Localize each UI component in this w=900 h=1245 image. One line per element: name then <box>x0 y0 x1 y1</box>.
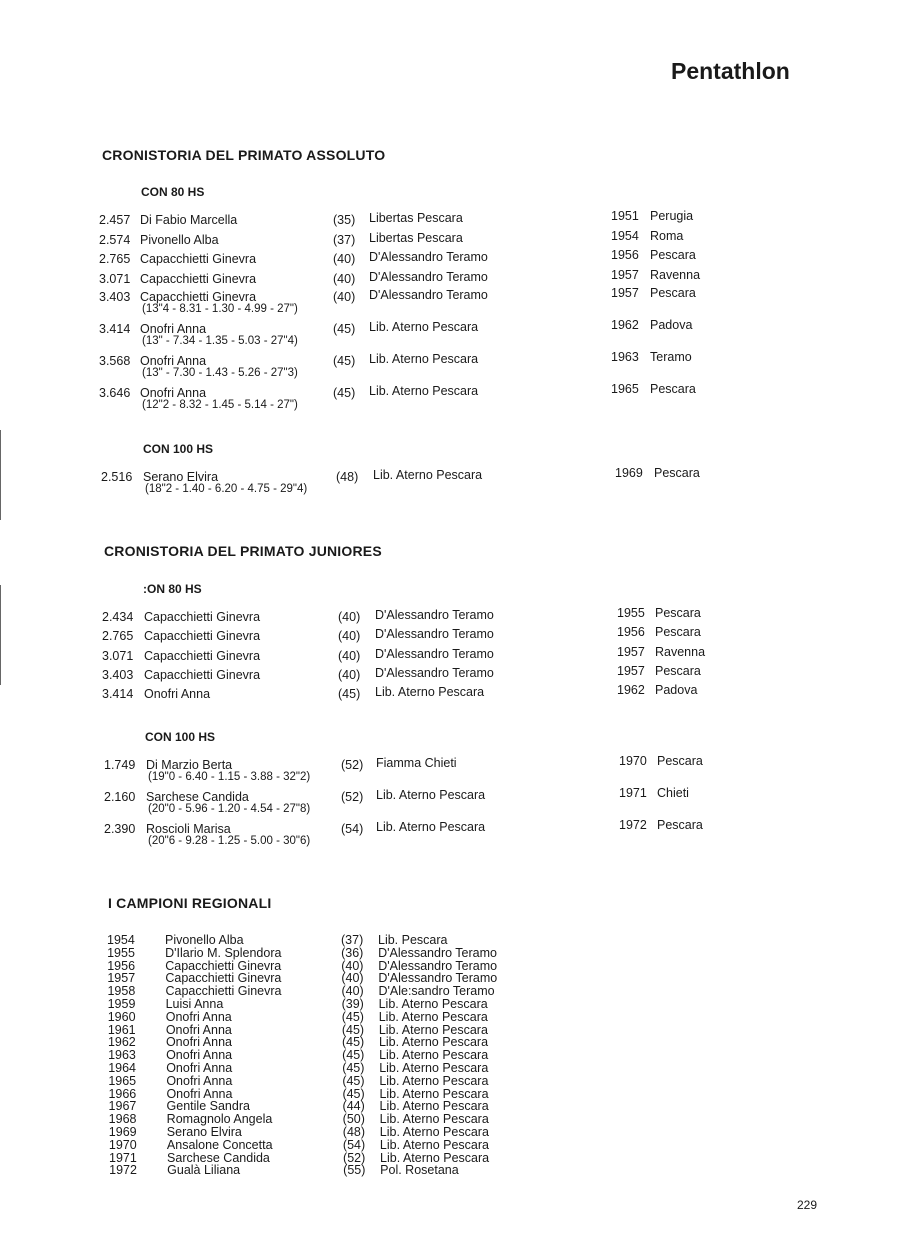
champion-club: Pol. Rosetana <box>380 1163 459 1178</box>
champion-year: 1956 <box>107 958 136 973</box>
champion-year: 1970 <box>108 1137 137 1152</box>
record-year: 1955 <box>617 606 645 620</box>
record-birth-year: (45) <box>333 386 356 400</box>
record-splits: (13" - 7.34 - 1.35 - 5.03 - 27"4) <box>142 335 298 347</box>
champion-name: Luisi Anna <box>165 997 224 1011</box>
champion-birth-year: (52) <box>343 1150 366 1165</box>
champion-name: Serano Elvira <box>166 1125 242 1139</box>
record-splits: (18"2 - 1.40 - 6.20 - 4.75 - 29"4) <box>145 483 308 495</box>
record-birth-year: (40) <box>338 649 361 663</box>
record-place: Padova <box>650 318 693 332</box>
champion-name: Capacchietti Ginevra <box>165 958 282 973</box>
champion-year: 1960 <box>107 1009 136 1024</box>
champion-name: D'Ilario M. Splendora <box>165 945 282 960</box>
record-birth-year: (40) <box>333 252 356 266</box>
record-birth-year: (40) <box>333 272 356 286</box>
record-birth-year: (45) <box>333 322 356 336</box>
record-points: 3.071 <box>99 272 131 286</box>
record-place: Perugia <box>650 209 694 223</box>
champion-year: 1972 <box>109 1163 137 1178</box>
champion-birth-year: (55) <box>343 1163 366 1178</box>
record-place: Pescara <box>650 248 696 262</box>
champion-club: Lib. Aterno Pescara <box>379 1099 489 1114</box>
champion-year: 1971 <box>109 1150 137 1165</box>
record-splits: (19"0 - 6.40 - 1.15 - 3.88 - 32"2) <box>148 771 311 783</box>
record-athlete-name: Onofri Anna <box>140 354 207 368</box>
group-label-assoluto-80: CON 80 HS <box>141 185 205 199</box>
champion-club: Lib. Aterno Pescara <box>378 1035 489 1050</box>
record-birth-year: (54) <box>341 822 364 836</box>
scan-edge-line <box>0 430 1 520</box>
record-year: 1962 <box>617 683 645 697</box>
record-club: Lib. Aterno Pescara <box>369 352 479 366</box>
record-birth-year: (40) <box>333 290 356 304</box>
record-place: Pescara <box>650 382 696 396</box>
champion-year: 1962 <box>107 1035 136 1050</box>
champion-birth-year: (54) <box>342 1137 366 1152</box>
record-points: 2.160 <box>104 790 136 804</box>
champion-club: D'Alessandro Teramo <box>378 958 498 973</box>
champion-club: D'Ale:sandro Teramo <box>378 984 495 999</box>
record-athlete-name: Capacchietti Ginevra <box>144 649 261 663</box>
champion-year: 1957 <box>107 971 136 986</box>
champion-club: Lib. Aterno Pescara <box>378 1009 488 1024</box>
record-club: Lib. Aterno Pescara <box>369 384 479 398</box>
record-year: 1972 <box>619 818 647 832</box>
champion-club: Lib. Aterno Pescara <box>379 1061 489 1075</box>
record-place: Pescara <box>655 606 701 620</box>
record-year: 1971 <box>619 786 647 800</box>
record-year: 1951 <box>611 209 639 223</box>
record-athlete-name: Capacchietti Ginevra <box>140 252 257 266</box>
record-athlete-name: Pivonello Alba <box>140 233 219 247</box>
record-points: 2.390 <box>104 822 136 836</box>
record-birth-year: (40) <box>338 610 361 624</box>
champion-name: Onofri Anna <box>165 1022 232 1037</box>
champion-name: Onofri Anna <box>166 1086 233 1101</box>
record-place: Pescara <box>657 754 703 768</box>
record-splits: (20"6 - 9.28 - 1.25 - 5.00 - 30"6) <box>148 835 311 847</box>
section-heading-juniores: CRONISTORIA DEL PRIMATO JUNIORES <box>104 543 382 559</box>
record-club: D'Alessandro Teramo <box>369 288 488 302</box>
champion-birth-year: (37) <box>341 933 364 947</box>
record-athlete-name: Di Fabio Marcella <box>140 213 238 227</box>
champion-name: Gualà Liliana <box>167 1163 241 1178</box>
record-birth-year: (45) <box>338 687 361 701</box>
record-place: Pescara <box>650 286 696 300</box>
section-heading-campioni: I CAMPIONI REGIONALI <box>108 895 272 911</box>
record-points: 2.434 <box>102 610 134 624</box>
champion-name: Romagnolo Angela <box>166 1112 273 1127</box>
record-club: D'Alessandro Teramo <box>369 250 488 264</box>
champion-birth-year: (45) <box>341 1009 364 1024</box>
champion-year: 1966 <box>108 1086 137 1101</box>
champion-name: Sarchese Candida <box>167 1150 270 1165</box>
champion-year: 1963 <box>108 1048 136 1063</box>
champion-name: Pivonello Alba <box>165 933 244 947</box>
record-athlete-name: Onofri Anna <box>140 386 207 400</box>
champion-name: Capacchietti Ginevra <box>165 971 282 986</box>
record-place: Pescara <box>655 664 701 678</box>
record-athlete-name: Serano Elvira <box>143 470 219 484</box>
record-club: D'Alessandro Teramo <box>369 270 488 284</box>
record-points: 2.765 <box>102 629 134 643</box>
champion-birth-year: (50) <box>342 1112 365 1127</box>
champion-year: 1954 <box>107 933 135 947</box>
champion-name: Onofri Anna <box>165 1009 232 1024</box>
champion-name: Ansalone Concetta <box>166 1137 273 1152</box>
record-athlete-name: Onofri Anna <box>144 687 211 701</box>
champion-name: Gentile Sandra <box>166 1099 250 1114</box>
champion-birth-year: (48) <box>342 1125 366 1139</box>
champion-club: Lib. Aterno Pescara <box>379 1048 489 1063</box>
record-points: 2.516 <box>101 470 133 484</box>
record-splits: (13"4 - 8.31 - 1.30 - 4.99 - 27") <box>142 303 298 315</box>
record-place: Pescara <box>657 818 703 832</box>
record-place: Padova <box>655 683 698 697</box>
champion-year: 1968 <box>108 1112 137 1127</box>
record-place: Pescara <box>655 625 701 639</box>
champion-club: Lib. Aterno Pescara <box>380 1150 490 1165</box>
record-place: Teramo <box>650 350 692 364</box>
record-place: Pescara <box>654 466 700 480</box>
record-athlete-name: Capacchietti Ginevra <box>144 610 261 624</box>
scan-edge-line <box>0 585 1 685</box>
champion-birth-year: (45) <box>341 1035 365 1050</box>
record-points: 3.568 <box>99 354 131 368</box>
champion-birth-year: (45) <box>342 1086 365 1101</box>
record-year: 1957 <box>611 286 639 300</box>
group-label-assoluto-100: CON 100 HS <box>143 442 214 456</box>
champion-birth-year: (44) <box>342 1099 365 1114</box>
group-label-juniores-80: :ON 80 HS <box>143 582 202 596</box>
record-birth-year: (48) <box>336 470 359 484</box>
record-points: 3.414 <box>102 687 134 701</box>
record-club: Libertas Pescara <box>369 211 463 225</box>
champion-birth-year: (39) <box>341 997 364 1011</box>
record-club: D'Alessandro Teramo <box>375 608 494 622</box>
champion-club: Lib. Aterno Pescara <box>379 1086 489 1101</box>
record-birth-year: (52) <box>341 790 364 804</box>
record-club: D'Alessandro Teramo <box>375 647 494 661</box>
champion-name: Onofri Anna <box>166 1073 233 1088</box>
record-points: 2.765 <box>99 252 131 266</box>
record-year: 1957 <box>617 664 645 678</box>
champion-year: 1969 <box>108 1125 137 1139</box>
record-club: Lib. Aterno Pescara <box>376 788 486 802</box>
record-club: Libertas Pescara <box>369 231 463 245</box>
champion-birth-year: (45) <box>342 1061 365 1075</box>
record-birth-year: (40) <box>338 629 361 643</box>
champion-year: 1958 <box>107 984 136 999</box>
champion-club: Lib. Aterno Pescara <box>379 1073 489 1088</box>
record-points: 2.457 <box>99 213 131 227</box>
record-points: 3.071 <box>102 649 134 663</box>
record-year: 1962 <box>611 318 639 332</box>
record-year: 1969 <box>615 466 643 480</box>
champion-year: 1967 <box>108 1099 137 1114</box>
record-club: Lib. Aterno Pescara <box>375 685 485 699</box>
champion-birth-year: (40) <box>341 971 364 986</box>
champion-birth-year: (45) <box>341 1022 365 1037</box>
record-club: Fiamma Chieti <box>376 756 457 770</box>
record-club: Lib. Aterno Pescara <box>373 468 483 482</box>
record-birth-year: (35) <box>333 213 356 227</box>
record-splits: (13" - 7.30 - 1.43 - 5.26 - 27"3) <box>142 367 298 379</box>
record-athlete-name: Capacchietti Ginevra <box>140 272 257 286</box>
record-splits: (12"2 - 8.32 - 1.45 - 5.14 - 27") <box>142 399 298 411</box>
section-heading-assoluto: CRONISTORIA DEL PRIMATO ASSOLUTO <box>102 147 386 163</box>
record-athlete-name: Roscioli Marisa <box>146 822 231 836</box>
record-club: Lib. Aterno Pescara <box>376 820 486 834</box>
record-points: 3.403 <box>99 290 131 304</box>
champion-year: 1964 <box>108 1061 136 1075</box>
champion-birth-year: (40) <box>341 984 364 999</box>
record-athlete-name: Di Marzio Berta <box>146 758 233 772</box>
record-points: 2.574 <box>99 233 131 247</box>
record-birth-year: (45) <box>333 354 356 368</box>
record-points: 3.403 <box>102 668 134 682</box>
record-athlete-name: Capacchietti Ginevra <box>144 668 261 682</box>
record-birth-year: (52) <box>341 758 364 772</box>
record-year: 1965 <box>611 382 639 396</box>
champion-birth-year: (36) <box>341 945 364 960</box>
champion-club: Lib. Aterno Pescara <box>379 1125 489 1139</box>
champion-club: Lib. Aterno Pescara <box>379 1137 490 1152</box>
champion-club: Lib. Aterno Pescara <box>378 997 488 1011</box>
champion-club: Lib. Pescara <box>378 933 448 947</box>
record-year: 1956 <box>617 625 645 639</box>
record-athlete-name: Onofri Anna <box>140 322 207 336</box>
record-birth-year: (37) <box>333 233 356 247</box>
record-athlete-name: Sarchese Candida <box>146 790 249 804</box>
record-athlete-name: Capacchietti Ginevra <box>144 629 261 643</box>
record-place: Ravenna <box>655 645 706 659</box>
record-year: 1963 <box>611 350 639 364</box>
record-points: 3.414 <box>99 322 131 336</box>
champion-name: Onofri Anna <box>166 1048 233 1063</box>
page-title: Pentathlon <box>671 58 790 84</box>
record-place: Roma <box>650 229 684 243</box>
champion-club: D'Alessandro Teramo <box>378 945 497 960</box>
champion-birth-year: (45) <box>342 1073 365 1088</box>
champion-birth-year: (45) <box>342 1048 365 1063</box>
record-year: 1956 <box>611 248 639 262</box>
champion-birth-year: (40) <box>341 958 364 973</box>
champion-name: Onofri Anna <box>165 1035 232 1050</box>
champion-name: Onofri Anna <box>166 1061 233 1075</box>
record-year: 1954 <box>611 229 639 243</box>
record-year: 1970 <box>619 754 647 768</box>
record-splits: (20"0 - 5.96 - 1.20 - 4.54 - 27"8) <box>148 803 311 815</box>
champion-club: Lib. Aterno Pescara <box>379 1112 489 1127</box>
champion-club: Lib. Aterno Pescara <box>378 1022 488 1037</box>
record-club: D'Alessandro Teramo <box>375 666 494 680</box>
record-year: 1957 <box>617 645 645 659</box>
record-birth-year: (40) <box>338 668 361 682</box>
record-athlete-name: Capacchietti Ginevra <box>140 290 257 304</box>
record-points: 1.749 <box>104 758 136 772</box>
champion-year: 1965 <box>108 1073 137 1088</box>
record-club: D'Alessandro Teramo <box>375 627 494 641</box>
record-place: Ravenna <box>650 268 701 282</box>
champion-year: 1961 <box>107 1022 136 1037</box>
group-label-juniores-100: CON 100 HS <box>145 730 216 744</box>
record-club: Lib. Aterno Pescara <box>369 320 479 334</box>
champion-name: Capacchietti Ginevra <box>165 984 282 999</box>
champion-year: 1955 <box>107 945 135 960</box>
record-points: 3.646 <box>99 386 131 400</box>
champion-club: D'Alessandro Teramo <box>378 971 498 986</box>
record-year: 1957 <box>611 268 639 282</box>
record-place: Chieti <box>657 786 689 800</box>
page-number: 229 <box>797 1198 818 1212</box>
champion-year: 1959 <box>107 997 136 1011</box>
